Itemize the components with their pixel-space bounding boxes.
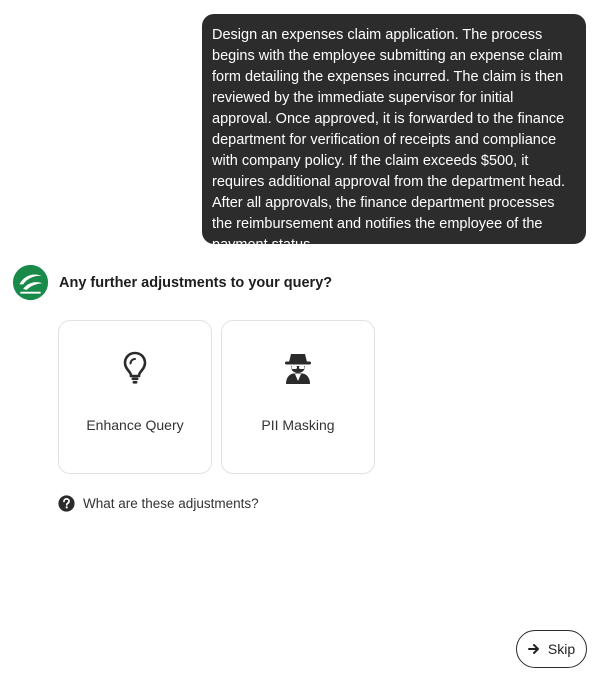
lightbulb-icon [123, 351, 147, 385]
bot-question: Any further adjustments to your query? [59, 274, 333, 291]
adjustments-help-link[interactable] [58, 495, 259, 512]
pii-masking-label: PII Masking [261, 417, 335, 433]
skip-button[interactable] [516, 630, 587, 668]
skip-label: Skip [547, 641, 576, 657]
pii-masking-card[interactable] [221, 320, 375, 474]
user-secret-icon [282, 351, 314, 385]
adjustments-help-label: What are these adjustments? [83, 496, 259, 511]
question-circle-icon [58, 495, 75, 512]
enhance-query-card[interactable] [58, 320, 212, 474]
arrow-right-icon [528, 643, 540, 655]
enhance-query-label: Enhance Query [86, 417, 184, 433]
bot-avatar-icon [12, 264, 49, 301]
user-message-bubble: Design an expenses claim application. The process begins with the employee submitting an expense claim form detailing the expenses incurred. The claim is then reviewed by the immediate supervisor for initial approval. Once approved, it is forwarded to the finance department for verification of receipts and compliance with company policy. If the claim exceeds $500, it requires additional approval from the department head. After all approvals, the finance department processes the reimbursement and notifies the employee of the payment status. [202, 14, 586, 244]
bot-message-row [12, 264, 332, 301]
